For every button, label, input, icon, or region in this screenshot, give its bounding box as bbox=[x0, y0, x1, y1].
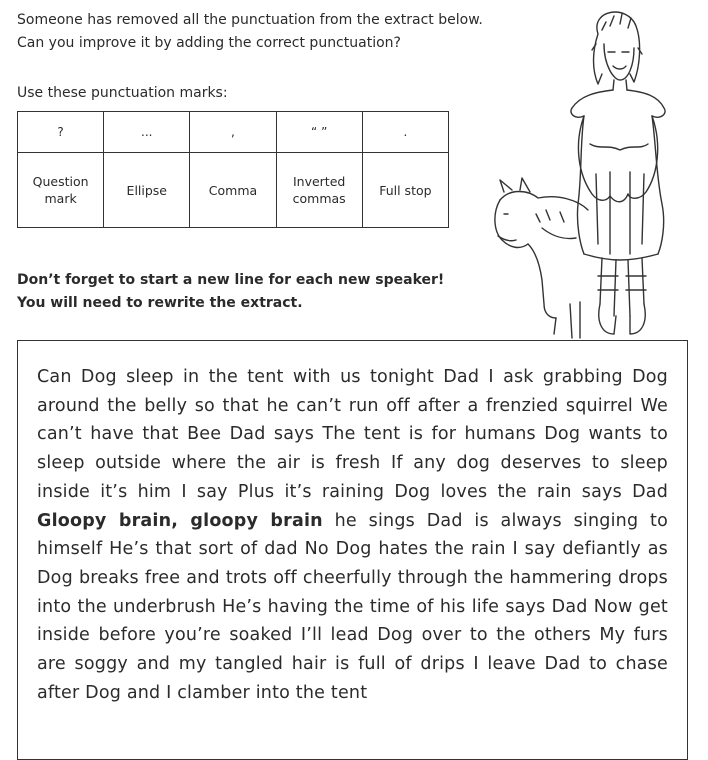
reminder-line-1: Don’t forget to start a new line for each new speaker! bbox=[17, 272, 445, 288]
reminder-line-2: You will need to rewrite the extract. bbox=[17, 295, 303, 311]
extract-box bbox=[17, 340, 688, 760]
extract-text-part1: Can Dog sleep in the tent with us tonight Dad I ask grabbing Dog around the belly so that he can’t run off after a frenzied squirrel We can’t have that Bee Dad says The tent is for humans Dog wants to sleep outside where the air is fresh If any dog deserves to sleep inside it’s him I say Plus it’s raining Dog loves the rain says Dad bbox=[37, 367, 668, 502]
instruction-line-1: Someone has removed all the punctuation from the extract below. bbox=[17, 12, 483, 28]
girl-and-dog-illustration bbox=[480, 4, 708, 342]
name-question-mark-line1: Question bbox=[32, 174, 89, 189]
symbol-ellipse: ... bbox=[104, 112, 190, 153]
symbol-question-mark: ? bbox=[18, 112, 104, 153]
name-inverted-commas bbox=[276, 153, 362, 228]
dog-icon bbox=[500, 192, 588, 211]
symbol-inverted-commas: “ ” bbox=[276, 112, 362, 153]
instruction-line-2: Can you improve it by adding the correct punctuation? bbox=[17, 35, 401, 51]
symbol-comma: , bbox=[190, 112, 276, 153]
hair-icon bbox=[594, 12, 640, 84]
names-row bbox=[18, 153, 449, 228]
name-comma: Comma bbox=[190, 153, 276, 228]
name-ellipse: Ellipse bbox=[104, 153, 190, 228]
name-full-stop: Full stop bbox=[362, 153, 448, 228]
name-inverted-commas-line2: commas bbox=[292, 191, 346, 206]
use-label: Use these punctuation marks: bbox=[17, 85, 228, 101]
instructions bbox=[17, 9, 537, 55]
extract-song-lyrics: Gloopy brain, gloopy brain bbox=[37, 510, 323, 531]
reminder bbox=[17, 269, 444, 315]
symbol-full-stop: . bbox=[362, 112, 448, 153]
extract-text-part2: he sings Dad is always singing to himself He’s that sort of dad No Dog hates the rain I say defiantly as Dog breaks free and trots off cheerfully through the hammering drops into the underbrush He’s having the time of his life says Dad Now get inside before you’re soaked I’ll lead Dog over to the others My furs are soggy and my tangled hair is full of drips I leave Dad to chase after Dog and I clamber into the tent bbox=[37, 510, 668, 703]
name-question-mark bbox=[18, 153, 104, 228]
name-inverted-commas-line1: Inverted bbox=[292, 174, 346, 189]
name-question-mark-line2: mark bbox=[44, 191, 77, 206]
extract-text bbox=[37, 363, 668, 707]
punctuation-marks-table bbox=[17, 111, 449, 228]
symbols-row bbox=[18, 112, 449, 153]
